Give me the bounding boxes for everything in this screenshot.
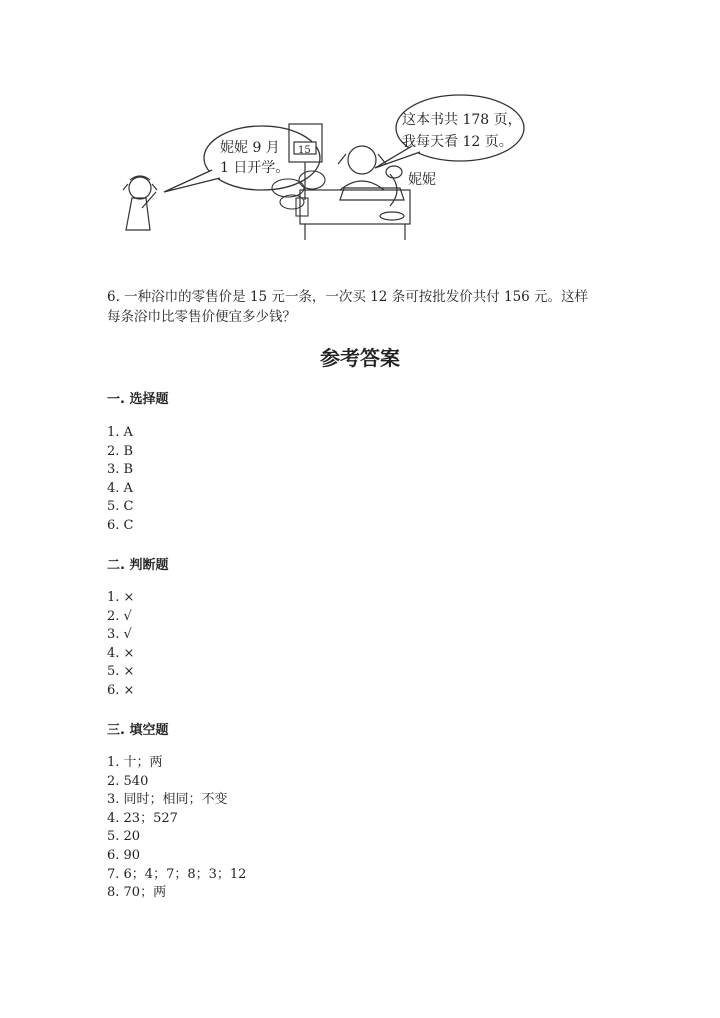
right-bubble-line2: 我每天看 12 页。 bbox=[402, 134, 513, 150]
question-6-line2: 每条浴巾比零售价便宜多少钱？ bbox=[107, 309, 296, 325]
answer-item: 6. C bbox=[107, 517, 134, 533]
name-label: 妮妮 bbox=[408, 172, 436, 188]
answer-item: 3. √ bbox=[107, 627, 132, 643]
answer-item: 2. B bbox=[107, 443, 134, 459]
answer-item: 4. A bbox=[107, 480, 133, 496]
answer-item: 2. √ bbox=[107, 608, 132, 624]
answer-item: 3. 同时；相同；不变 bbox=[107, 792, 228, 808]
left-bubble-line1: 妮妮 9 月 bbox=[220, 140, 280, 156]
reading-girl-illustration bbox=[100, 80, 560, 260]
answer-item: 3. B bbox=[107, 462, 134, 478]
answer-item: 5. 20 bbox=[107, 829, 141, 845]
section-heading-judgment: 二. 判断题 bbox=[107, 558, 169, 573]
plant bbox=[272, 171, 325, 216]
left-speech-bubble bbox=[204, 126, 320, 190]
answer-item: 1. 十；两 bbox=[107, 755, 163, 770]
choice-answers-list bbox=[107, 424, 133, 536]
right-bubble-line1: 这本书共 178 页， bbox=[402, 112, 522, 128]
answer-item: 5. C bbox=[107, 499, 134, 515]
answer-item: 6. × bbox=[107, 682, 135, 698]
left-bubble-line2: 1 日开学。 bbox=[220, 160, 290, 176]
section-heading-fill-blank: 三. 填空题 bbox=[107, 723, 169, 738]
answer-item: 1. × bbox=[107, 590, 135, 605]
judgment-answers-list bbox=[107, 589, 134, 701]
answer-item: 1. A bbox=[107, 425, 133, 440]
answer-item: 7. 6；4；7；8；3；12 bbox=[107, 866, 247, 882]
question-6-line1: 6. 一种浴巾的零售价是 15 元一条，一次买 12 条可按批发价共付 156 元。这样 bbox=[107, 289, 589, 305]
answers-title: 参考答案 bbox=[320, 346, 400, 370]
fill-blank-answers-list bbox=[107, 754, 246, 903]
answer-item: 8. 70；两 bbox=[107, 885, 167, 901]
answer-item: 6. 90 bbox=[107, 847, 141, 863]
answer-item: 4. 23；527 bbox=[107, 810, 178, 826]
answer-item: 5. × bbox=[107, 664, 135, 680]
answer-item: 4. × bbox=[107, 645, 135, 661]
section-heading-choice: 一. 选择题 bbox=[107, 392, 169, 407]
calendar-date: 15 bbox=[298, 145, 311, 156]
small-girl-figure bbox=[123, 176, 157, 230]
answer-item: 2. 540 bbox=[107, 773, 149, 789]
